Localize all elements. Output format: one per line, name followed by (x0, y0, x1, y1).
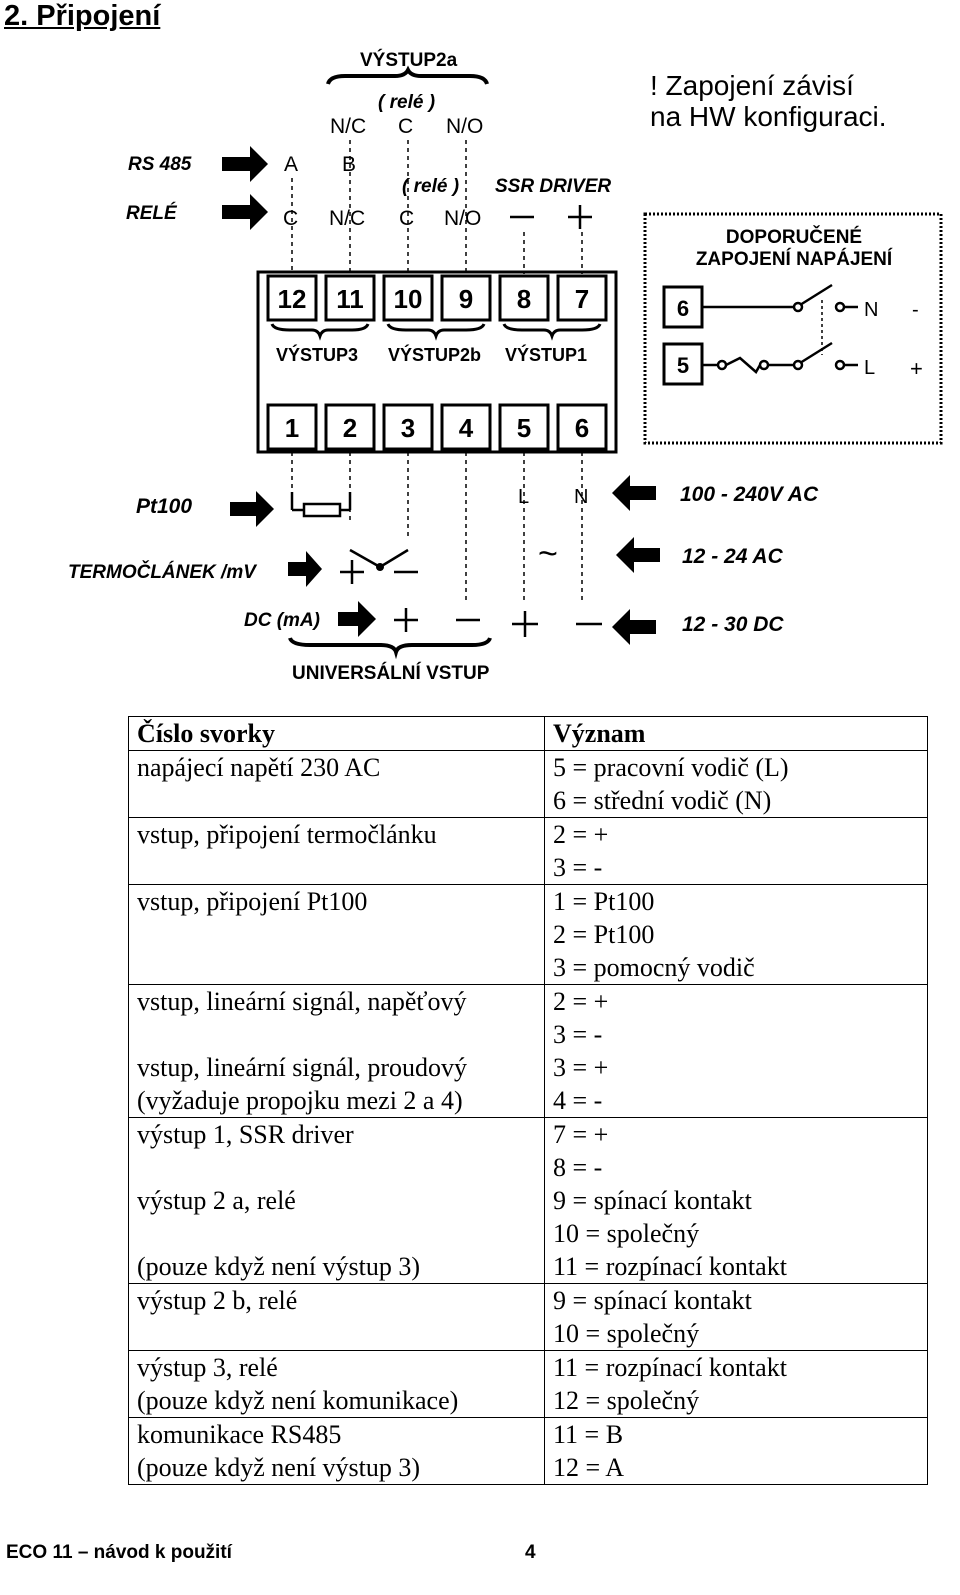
cell-line: (pouze když není výstup 3) (137, 1252, 421, 1281)
terminal-10: 10 (393, 284, 423, 314)
terminal-cell (129, 1284, 545, 1351)
power-terminal-5: 5 (676, 353, 690, 378)
arrow-left-icon (616, 537, 660, 573)
arrow-right-icon (288, 551, 322, 587)
cell-line (137, 851, 536, 884)
cell-line: 12 = společný (553, 1386, 700, 1415)
cell-line: 10 = společný (553, 1319, 700, 1348)
terminal-cell (129, 885, 545, 985)
arrow-right-icon (338, 601, 376, 637)
cell-line: napájecí napětí 230 AC (137, 753, 381, 782)
cell-line: 3 = + (553, 1053, 609, 1082)
power-plus: + (910, 356, 923, 381)
arrow-left-icon (612, 609, 656, 645)
cell-line: komunikace RS485 (137, 1420, 342, 1449)
wiring-diagram (0, 0, 960, 700)
cell-line: (pouze když není výstup 3) (137, 1453, 421, 1482)
top-row3-c2: C (399, 207, 415, 230)
meaning-cell (545, 751, 928, 818)
terminal-6: 6 (574, 413, 590, 443)
top-row3-nc: N/C (329, 207, 366, 230)
cell-line: 2 = Pt100 (553, 920, 655, 949)
rele-side-label: RELÉ (126, 203, 177, 224)
terminal-cell (129, 985, 545, 1118)
cell-line: výstup 1, SSR driver (137, 1120, 354, 1149)
table-row (129, 885, 928, 985)
terminal-7: 7 (574, 284, 590, 314)
voltage-ac-low: 12 - 24 AC (682, 545, 783, 568)
page-number: 4 (525, 1542, 536, 1563)
n-label: N (574, 486, 589, 508)
terminal-cell (129, 1118, 545, 1284)
dc-ma-label: DC (mA) (244, 610, 320, 631)
top-row3-c: C (283, 207, 299, 230)
table-row (129, 985, 928, 1118)
cell-line: vstup, připojení termočlánku (137, 820, 437, 849)
cell-line (137, 1018, 536, 1051)
meaning-cell (545, 1418, 928, 1485)
table-row (129, 1284, 928, 1351)
universal-input-label: UNIVERSÁLNÍ VSTUP (292, 663, 490, 684)
top-row1-nc: N/C (330, 115, 367, 138)
table-row (129, 1418, 928, 1485)
table-row (129, 1351, 928, 1418)
terminal-12: 12 (277, 284, 307, 314)
voltage-ac: 100 - 240V AC (680, 483, 819, 506)
terminal-1: 1 (284, 413, 300, 443)
cell-line: 2 = + (553, 820, 609, 849)
header-terminal-number: Číslo svorky (129, 717, 545, 751)
cell-line: 11 = rozpínací kontakt (553, 1252, 787, 1281)
cell-line: 3 = - (553, 1020, 603, 1049)
power-l: L (864, 357, 876, 379)
terminal-cell (129, 1351, 545, 1418)
power-terminal-6: 6 (676, 296, 690, 321)
arrow-left-icon (612, 475, 656, 511)
meaning-cell (545, 1118, 928, 1284)
terminal-4: 4 (458, 413, 474, 443)
terminal-cell (129, 1418, 545, 1485)
terminal-8: 8 (516, 284, 532, 314)
top-row2-a: A (284, 153, 299, 176)
cell-line: 4 = - (553, 1086, 603, 1115)
terminal-cell (129, 751, 545, 818)
header-meaning: Význam (545, 717, 928, 751)
cell-line (137, 918, 536, 951)
cell-line: vstup, lineární signál, proudový (137, 1053, 468, 1082)
cell-line: výstup 2 b, relé (137, 1286, 298, 1315)
table-row (129, 1118, 928, 1284)
cell-line: 1 = Pt100 (553, 887, 655, 916)
terminal-5: 5 (516, 413, 532, 443)
tilde-label: ~ (538, 535, 558, 573)
cell-line (137, 1151, 536, 1184)
termoclanek-label: TERMOČLÁNEK /mV (68, 562, 256, 583)
cell-line: 3 = - (553, 853, 603, 882)
top-row1-no: N/O (446, 115, 484, 138)
pt100-label: Pt100 (136, 495, 193, 518)
top-row1-c: C (398, 115, 414, 138)
footer-title: ECO 11 – návod k použití (6, 1542, 232, 1563)
meaning-cell (545, 818, 928, 885)
terminal-9: 9 (458, 284, 474, 314)
cell-line (137, 1217, 536, 1250)
cell-line: 9 = spínací kontakt (553, 1186, 752, 1215)
l-label: L (518, 486, 530, 508)
table-row (129, 751, 928, 818)
terminal-table (128, 716, 928, 1485)
cell-line: 11 = B (553, 1420, 624, 1449)
cell-line: vstup, lineární signál, napěťový (137, 987, 467, 1016)
vystup3-label: VÝSTUP3 (276, 345, 359, 365)
cell-line: vstup, připojení Pt100 (137, 887, 368, 916)
power-minus: - (912, 299, 919, 321)
cell-line: (vyžaduje propojku mezi 2 a 4) (137, 1086, 463, 1115)
cell-line (137, 951, 536, 984)
ssr-driver-label: SSR DRIVER (495, 176, 612, 197)
terminal-11: 11 (336, 284, 364, 314)
arrow-right-icon (222, 194, 268, 230)
cell-line: 11 = rozpínací kontakt (553, 1353, 787, 1382)
cell-line: 3 = pomocný vodič (553, 953, 755, 982)
page-heading: 2. Připojení (4, 0, 161, 32)
terminal-3: 3 (400, 413, 416, 443)
vystup1-label: VÝSTUP1 (505, 345, 588, 365)
top-row3-no: N/O (444, 207, 482, 230)
recommended-line2: ZAPOJENÍ NAPÁJENÍ (695, 249, 893, 270)
vystup2a-label: VÝSTUP2a (360, 50, 458, 71)
arrow-right-icon (222, 146, 268, 182)
cell-line: 7 = + (553, 1120, 609, 1149)
table-header-row (129, 717, 928, 751)
cell-line: výstup 2 a, relé (137, 1186, 296, 1215)
note-line2: na HW konfiguraci. (650, 101, 887, 132)
cell-line: 6 = střední vodič (N) (553, 786, 772, 815)
cell-line: 5 = pracovní vodič (L) (553, 753, 789, 782)
cell-line (137, 784, 536, 817)
cell-line: (pouze když není komunikace) (137, 1386, 459, 1415)
top-row2-b: B (342, 153, 357, 176)
meaning-cell (545, 1351, 928, 1418)
rs485-label: RS 485 (128, 154, 192, 175)
cell-line: 10 = společný (553, 1219, 700, 1248)
table-row (129, 818, 928, 885)
recommended-line1: DOPORUČENÉ (725, 227, 863, 248)
cell-line: 8 = - (553, 1153, 603, 1182)
cell-line: 12 = A (553, 1453, 625, 1482)
rele-label-1: ( relé ) (378, 92, 436, 113)
terminal-cell (129, 818, 545, 885)
cell-line (137, 1317, 536, 1350)
terminal-2: 2 (342, 413, 358, 443)
cell-line: výstup 3, relé (137, 1353, 278, 1382)
voltage-dc: 12 - 30 DC (682, 613, 784, 636)
meaning-cell (545, 1284, 928, 1351)
rele-label-2: ( relé ) (402, 176, 460, 197)
cell-line: 9 = spínací kontakt (553, 1286, 752, 1315)
vystup2b-label: VÝSTUP2b (388, 345, 482, 365)
power-n: N (864, 299, 879, 321)
arrow-right-icon (230, 491, 274, 527)
meaning-cell (545, 985, 928, 1118)
cell-line: 2 = + (553, 987, 609, 1016)
note-line1: ! Zapojení závisí (650, 70, 854, 101)
meaning-cell (545, 885, 928, 985)
